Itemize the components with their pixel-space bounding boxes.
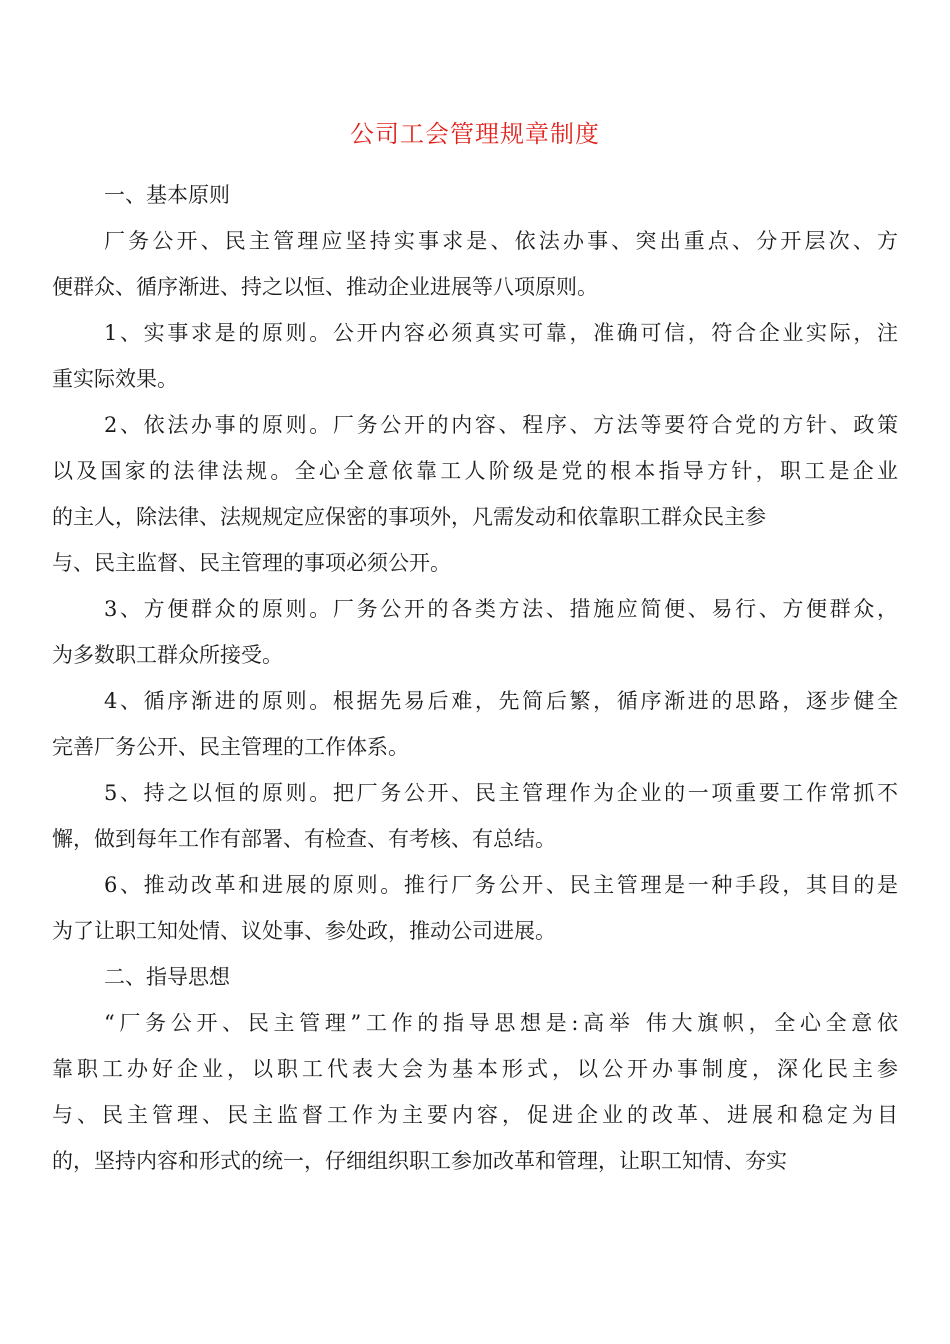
paragraph-line: “厂务公开、民主管理”工作的指导思想是:高举 伟大旗帜，全心全意依 bbox=[104, 1011, 898, 1035]
paragraph-line: 3、方便群众的原则。厂务公开的各类方法、措施应简便、易行、方便群众， bbox=[104, 597, 898, 621]
paragraph-line: 4、循序渐进的原则。根据先易后难，先简后繁，循序渐进的思路，逐步健全 bbox=[104, 689, 898, 713]
paragraph-line: 为了让职工知处情、议处事、参处政，推动公司进展。 bbox=[52, 919, 556, 943]
paragraph-line: 以及国家的法律法规。全心全意依靠工人阶级是党的根本指导方针，职工是企业 bbox=[52, 459, 898, 483]
paragraph-line: 为多数职工群众所接受。 bbox=[52, 643, 283, 667]
paragraph-line: 与、民主监督、民主管理的事项必须公开。 bbox=[52, 551, 451, 575]
paragraph-line: 完善厂务公开、民主管理的工作体系。 bbox=[52, 735, 409, 759]
document-body bbox=[52, 172, 898, 1184]
document-title: 公司工会管理规章制度 bbox=[350, 120, 600, 148]
paragraph-line: 与、民主管理、民主监督工作为主要内容，促进企业的改革、进展和稳定为目 bbox=[52, 1103, 898, 1127]
section-heading-guiding-ideology: 二、指导思想 bbox=[104, 965, 230, 989]
paragraph-line: 的，坚持内容和形式的统一，仔细组织职工参加改革和管理，让职工知情、夯实 bbox=[52, 1149, 787, 1173]
paragraph-line: 2、依法办事的原则。厂务公开的内容、程序、方法等要符合党的方针、政策 bbox=[104, 413, 898, 437]
paragraph-line: 厂务公开、民主管理应坚持实事求是、依法办事、突出重点、分开层次、方 bbox=[104, 229, 898, 253]
paragraph-line: 重实际效果。 bbox=[52, 367, 178, 391]
section-heading-basic-principles: 一、基本原则 bbox=[104, 183, 230, 207]
paragraph-line: 1、实事求是的原则。公开内容必须真实可靠，准确可信，符合企业实际，注 bbox=[104, 321, 898, 345]
paragraph-line: 靠职工办好企业，以职工代表大会为基本形式，以公开办事制度，深化民主参 bbox=[52, 1057, 898, 1081]
paragraph-line: 的主人，除法律、法规规定应保密的事项外，凡需发动和依靠职工群众民主参 bbox=[52, 505, 766, 529]
paragraph-line: 懈，做到每年工作有部署、有检查、有考核、有总结。 bbox=[52, 827, 556, 851]
paragraph-line: 5、持之以恒的原则。把厂务公开、民主管理作为企业的一项重要工作常抓不 bbox=[104, 781, 898, 805]
paragraph-line: 6、推动改革和进展的原则。推行厂务公开、民主管理是一种手段，其目的是 bbox=[104, 873, 898, 897]
paragraph-line: 便群众、循序渐进、持之以恒、推动企业进展等八项原则。 bbox=[52, 275, 598, 299]
